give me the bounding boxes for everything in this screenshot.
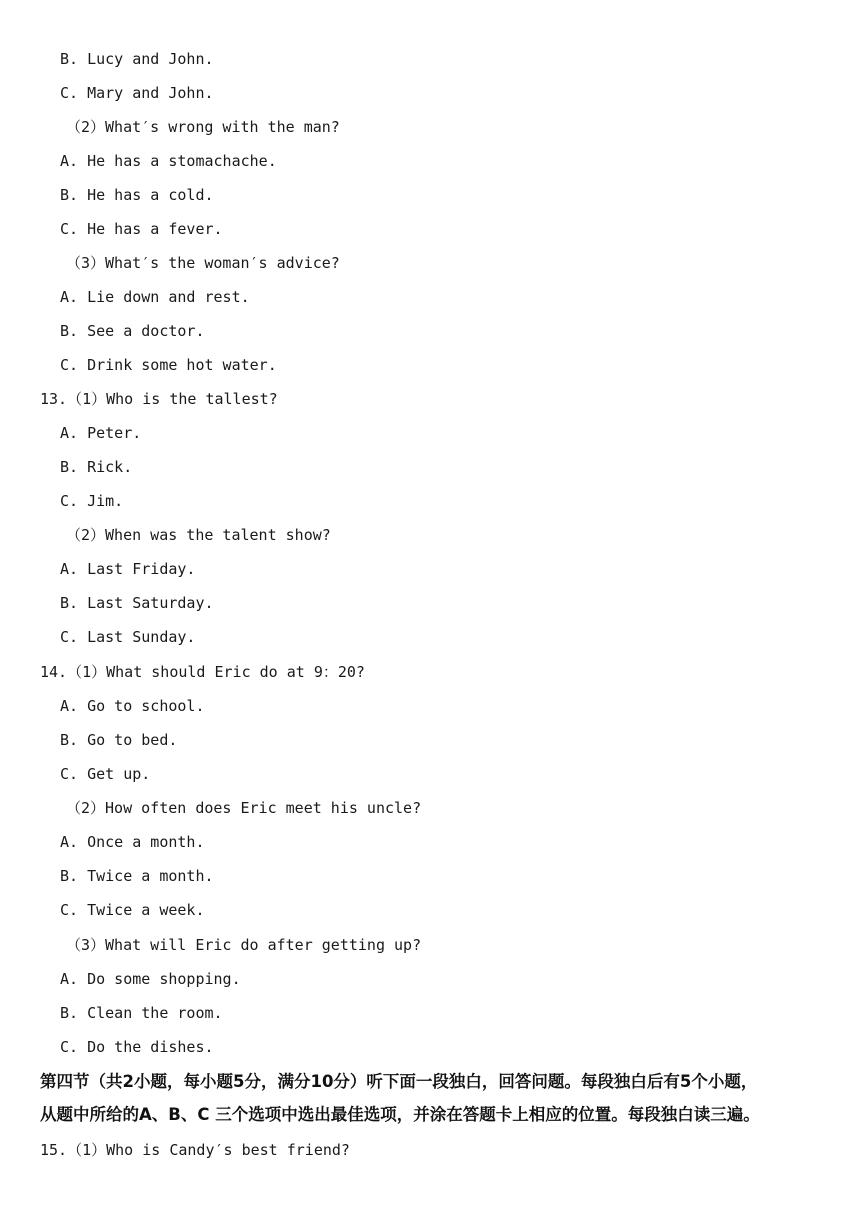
option-a-peter: A. Peter. bbox=[60, 424, 142, 442]
option-c-mary-john: C. Mary and John. bbox=[60, 84, 214, 102]
option-a-once-a-month: A. Once a month. bbox=[60, 833, 205, 851]
sub-question-14-2: （2）How often does Eric meet his uncle? bbox=[66, 799, 422, 817]
option-a-lie-down: A. Lie down and rest. bbox=[60, 288, 250, 306]
sub-question-13-2: （2）When was the talent show? bbox=[66, 526, 331, 544]
option-b-clean-room: B. Clean the room. bbox=[60, 1004, 223, 1022]
sub-question-12-2: （2）What′s wrong with the man? bbox=[66, 118, 340, 136]
option-a-do-shopping: A. Do some shopping. bbox=[60, 970, 241, 988]
option-c-get-up: C. Get up. bbox=[60, 765, 151, 783]
option-c-last-sunday: C. Last Sunday. bbox=[60, 628, 196, 646]
question-13-1: 13.（1）Who is the tallest? bbox=[40, 390, 278, 408]
option-c-twice-a-week: C. Twice a week. bbox=[60, 901, 205, 919]
option-b-go-to-bed: B. Go to bed. bbox=[60, 731, 178, 749]
option-b-lucy-john: B. Lucy and John. bbox=[60, 50, 214, 68]
section-4-instructions-line-1: 第四节（共2小题，每小题5分，满分10分）听下面一段独白，回答问题。每段独白后有5个小题， bbox=[40, 1072, 758, 1091]
option-b-twice-a-month: B. Twice a month. bbox=[60, 867, 214, 885]
option-c-do-dishes: C. Do the dishes. bbox=[60, 1038, 214, 1056]
sub-question-14-3: （3）What will Eric do after getting up? bbox=[66, 936, 422, 954]
option-a-go-to-school: A. Go to school. bbox=[60, 697, 205, 715]
question-15-1: 15.（1）Who is Candy′s best friend? bbox=[40, 1141, 350, 1159]
sub-question-12-3: （3）What′s the woman′s advice? bbox=[66, 254, 340, 272]
section-4-instructions-line-2: 从题中所给的A、B、C 三个选项中选出最佳选项，并涂在答题卡上相应的位置。每段独白读三遍。 bbox=[40, 1105, 760, 1124]
option-b-cold: B. He has a cold. bbox=[60, 186, 214, 204]
option-c-hot-water: C. Drink some hot water. bbox=[60, 356, 277, 374]
option-a-stomachache: A. He has a stomachache. bbox=[60, 152, 277, 170]
question-14-1: 14.（1）What should Eric do at 9：20? bbox=[40, 663, 365, 681]
option-c-fever: C. He has a fever. bbox=[60, 220, 223, 238]
option-a-last-friday: A. Last Friday. bbox=[60, 560, 196, 578]
option-b-rick: B. Rick. bbox=[60, 458, 133, 476]
option-b-see-doctor: B. See a doctor. bbox=[60, 322, 205, 340]
option-b-last-saturday: B. Last Saturday. bbox=[60, 594, 214, 612]
option-c-jim: C. Jim. bbox=[60, 492, 124, 510]
